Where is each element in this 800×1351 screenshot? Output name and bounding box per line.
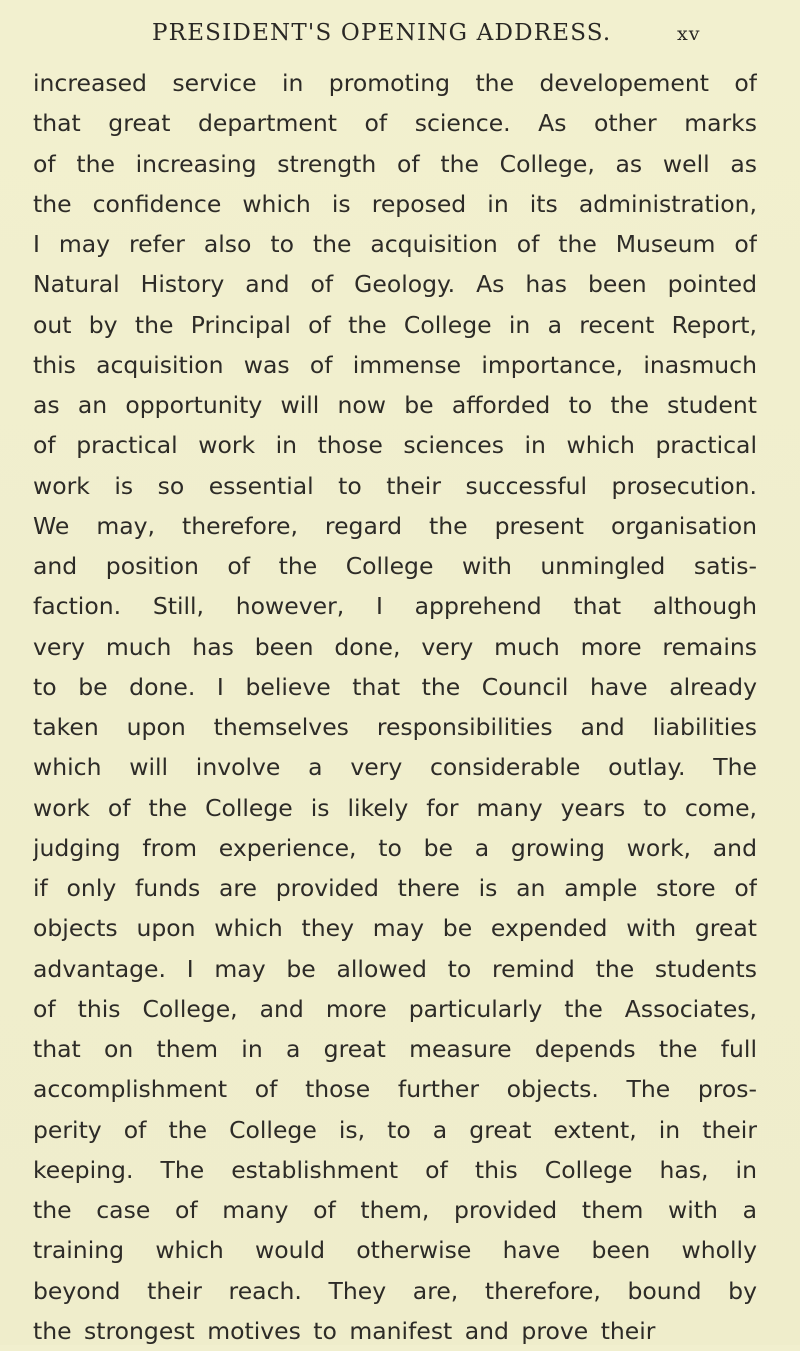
text-line: keeping. The establishment of this College has, in (33, 1155, 757, 1184)
text-line: Natural History and of Geology. As has been pointed (33, 270, 757, 299)
text-line: and position of the College with unmingled satis- (33, 552, 757, 580)
text-line: as an opportunity will now be afforded to the student (33, 391, 757, 419)
page-number: xv (677, 23, 701, 45)
text-line: objects upon which they may be expended with great (33, 914, 757, 943)
text-line: judging from experience, to be a growing work, and (33, 833, 757, 862)
text-line: the strongest motives to manifest and prove their (33, 1316, 656, 1345)
running-title: PRESIDENT'S OPENING ADDRESS. (152, 20, 612, 46)
text-line: that on them in a great measure depends the full (33, 1035, 757, 1063)
text-line: beyond their reach. They are, therefore, bound by (33, 1276, 757, 1305)
text-line: advantage. I may be allowed to remind the students (33, 954, 757, 983)
text-line: to be done. I believe that the Council have already (33, 672, 757, 701)
text-line: very much has been done, very much more remains (33, 632, 757, 661)
text-line: We may, therefore, regard the present organisation (33, 511, 757, 540)
text-line: taken upon themselves responsibilities and liabilities (33, 713, 757, 741)
text-line: the case of many of them, provided them with a (33, 1196, 757, 1224)
text-line: the confidence which is reposed in its administration, (33, 189, 757, 218)
text-line: out by the Principal of the College in a recent Report, (33, 310, 757, 339)
text-line: of the increasing strength of the College, as well as (33, 149, 757, 178)
text-line: this acquisition was of immense importance, inasmuch (33, 350, 757, 379)
text-line: perity of the College is, to a great extent, in their (33, 1115, 757, 1144)
running-head (0, 14, 800, 48)
text-line: that great department of science. As other marks (33, 109, 757, 138)
text-line: I may refer also to the acquisition of the Museum of (33, 230, 757, 258)
text-line: if only funds are provided there is an ample store of (33, 874, 757, 902)
text-line: accomplishment of those further objects. The pros- (33, 1075, 757, 1104)
text-line: work of the College is likely for many years to come, (33, 793, 757, 822)
text-line: training which would otherwise have been wholly (33, 1236, 757, 1265)
text-line: work is so essential to their successful prosecution. (33, 471, 757, 500)
body-paragraph (33, 63, 757, 1351)
text-line: which will involve a very considerable outlay. The (33, 753, 757, 782)
text-line: of practical work in those sciences in which practical (33, 431, 757, 460)
text-line: increased service in promoting the developement of (33, 69, 757, 97)
text-line: faction. Still, however, I apprehend that although (33, 592, 757, 621)
text-line: of this College, and more particularly the Associates, (33, 994, 757, 1023)
